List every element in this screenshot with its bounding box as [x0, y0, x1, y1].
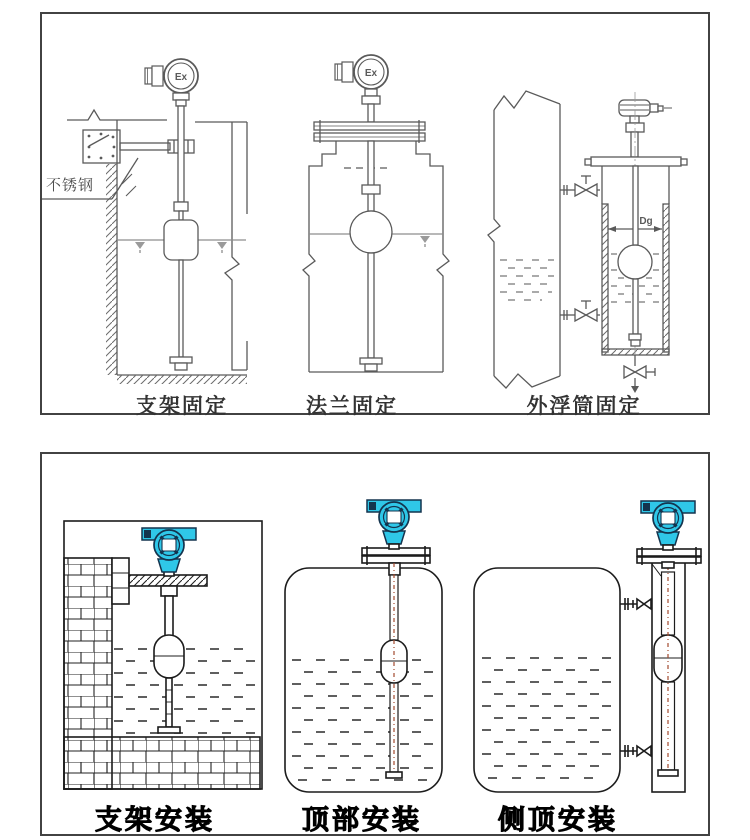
ex-label: Ex	[174, 72, 188, 83]
external-chamber-fixing-diagram	[488, 91, 687, 393]
mounting-plate	[83, 130, 120, 163]
ex-label: Ex	[364, 68, 378, 79]
connection-valve-top-icon	[620, 598, 652, 610]
ex-transmitter-head-icon	[335, 55, 388, 122]
caption-flange-fixing: 法兰固定	[306, 395, 398, 418]
flange-fixing-diagram	[303, 55, 449, 372]
caption-bracket-install: 支架安装	[95, 805, 215, 835]
side-top-install-diagram	[474, 501, 701, 792]
ex-transmitter-head-icon	[145, 59, 198, 106]
stainless-steel-annotation: 不锈钢	[46, 177, 95, 194]
caption-bracket-fixing: 支架固定	[136, 395, 228, 418]
bracket-install-diagram	[64, 521, 262, 789]
drain-valve-icon	[624, 355, 655, 393]
flange-icon	[314, 120, 425, 143]
tank-water-dashes	[500, 260, 554, 300]
caption-external-chamber-fixing: 外浮筒固定	[526, 395, 642, 418]
dg-label: Dg	[639, 216, 653, 227]
top-install-diagram	[285, 500, 442, 792]
isolation-valve-bottom-icon	[560, 301, 602, 321]
connection-valve-bottom-icon	[620, 745, 652, 757]
fixing-methods-drawing	[42, 14, 708, 413]
installation-methods-drawing	[42, 454, 708, 834]
smart-transmitter-head-icon	[367, 500, 421, 549]
fixing-methods-panel	[40, 12, 710, 418]
caption-top-install: 顶部安装	[302, 805, 422, 835]
installation-methods-panel	[40, 452, 710, 836]
isolation-valve-top-icon	[560, 176, 602, 196]
ball-float-icon	[350, 211, 392, 253]
ball-float-icon	[618, 245, 652, 279]
float-icon	[164, 220, 198, 260]
caption-side-top-install: 侧顶安装	[498, 805, 618, 835]
compact-transmitter-head-icon	[619, 100, 672, 157]
bracket-fixing-diagram	[42, 59, 247, 384]
